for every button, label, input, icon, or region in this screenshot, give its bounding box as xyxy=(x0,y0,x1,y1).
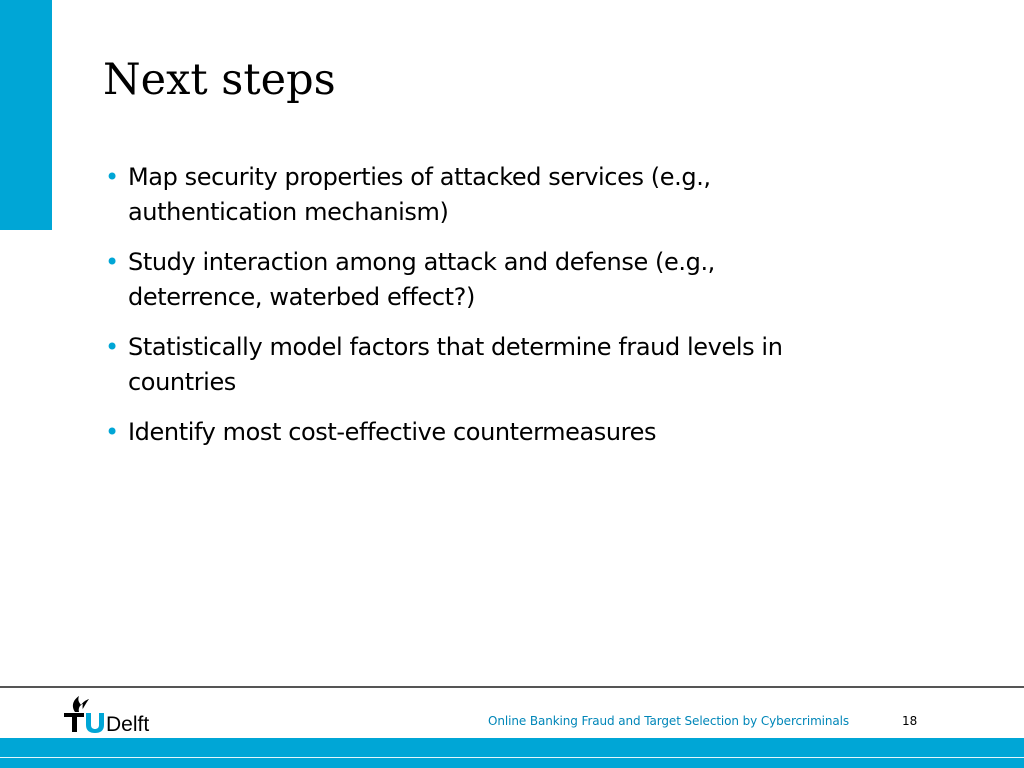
logo-delft-text: Delft xyxy=(106,713,150,734)
bullet-icon: • xyxy=(105,333,119,361)
slide-title: Next steps xyxy=(103,55,336,105)
bullet-item xyxy=(105,330,845,400)
bullet-item xyxy=(105,415,845,450)
tu-delft-logo xyxy=(62,692,172,734)
bullet-text: Map security properties of attacked services (e.g., authentication mechanism) xyxy=(128,163,711,226)
bottom-band-line xyxy=(0,757,1024,758)
bullet-text: Identify most cost-effective countermeasures xyxy=(128,418,657,446)
bullet-item xyxy=(105,160,845,230)
bullet-icon: • xyxy=(105,418,119,446)
bullet-icon: • xyxy=(105,163,119,191)
bullet-text: Study interaction among attack and defense (e.g., deterrence, waterbed effect?) xyxy=(128,248,715,311)
bullet-text: Statistically model factors that determine fraud levels in countries xyxy=(128,333,783,396)
bottom-band xyxy=(0,738,1024,768)
bullet-item xyxy=(105,245,845,315)
bullet-list xyxy=(105,160,845,465)
page-number: 18 xyxy=(902,714,918,728)
footer-divider xyxy=(0,686,1024,688)
bullet-icon: • xyxy=(105,248,119,276)
accent-bar xyxy=(0,0,52,230)
footer-caption: Online Banking Fraud and Target Selection by Cybercriminals xyxy=(488,714,850,728)
